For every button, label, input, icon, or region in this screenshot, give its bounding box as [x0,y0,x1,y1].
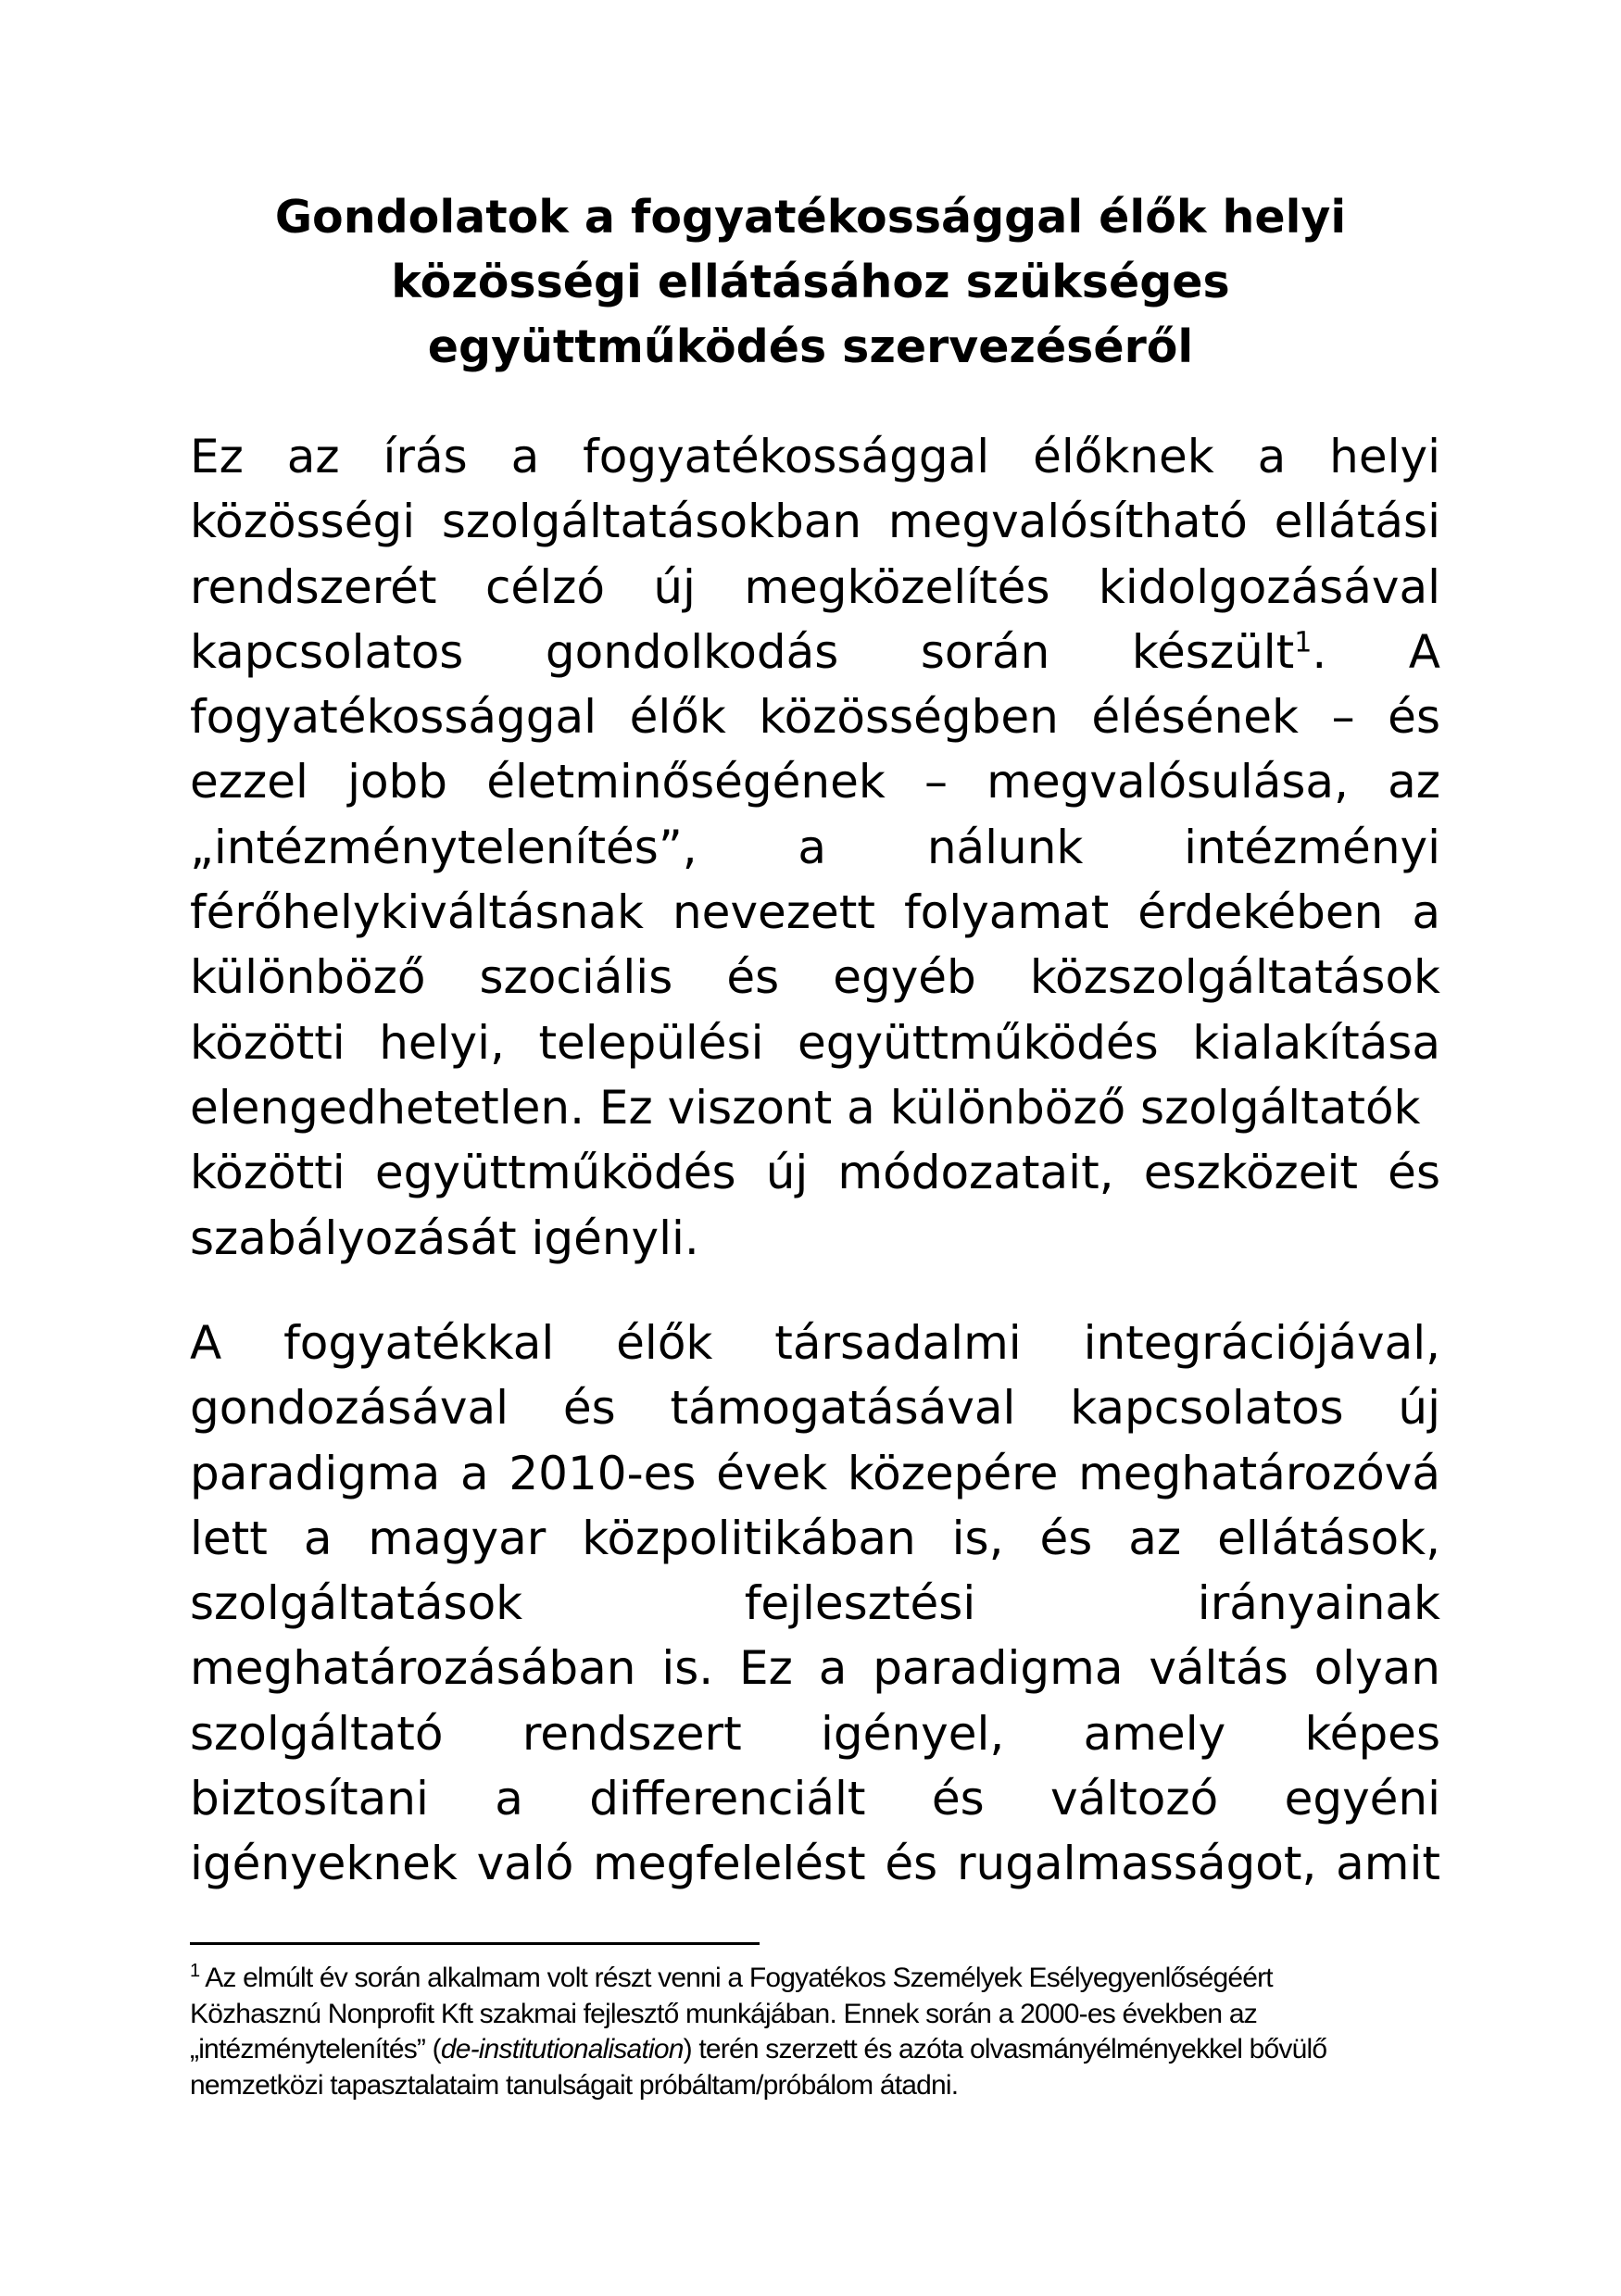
text-line: A fogyatékkal élők társadalmi integrációjával, [190,1316,1440,1370]
footnote-reference[interactable]: 1 [1294,626,1313,659]
text-line: elengedhetetlen. Ez viszont a különböző szolgáltatók [190,1080,1421,1135]
footnote-text: ) terén szerzett és azóta olvasmányélményekkel bővülő [683,2034,1327,2064]
title-line: közösségi ellátásához szükséges [391,256,1230,308]
paragraph-paradigm [190,1311,1440,1897]
text-line: különböző szociális és egyéb közszolgáltatások [190,950,1440,1005]
text-line: paradigma a 2010-es évek közepére meghatározóvá [190,1446,1440,1500]
text-line: szolgáltató rendszert igényel, amely képes [190,1706,1440,1761]
page-title [190,185,1431,380]
text-line: rendszerét célzó új megközelítés kidolgozásával [190,559,1440,614]
text-line: „intézménytelenítés”, a nálunk intézményi [190,820,1440,874]
text-line: ezzel jobb életminőségének – megvalósulása, az [190,755,1440,809]
footnote-line [190,2032,1440,2068]
title-line: együttműködés szervezéséről [427,320,1194,373]
text-line: lett a magyar közpolitikában is, és az ellátások, [190,1511,1440,1565]
text-line: közötti helyi, települési együttműködés kialakítása [190,1015,1440,1070]
footnote-separator [190,1942,760,1945]
footnote [190,1961,1440,2103]
text-line: gondozásával és támogatásával kapcsolatos új [190,1381,1440,1436]
text-line-with-footnote [190,620,1440,684]
text-line: meghatározásában is. Ez a paradigma váltás olyan [190,1641,1440,1696]
footnote-text: „intézménytelenítés” ( [190,2034,441,2064]
text-line: szabályozását igényli. [190,1211,699,1265]
footnote-marker: 1 [190,1961,200,1981]
text-line: szolgáltatások fejlesztési irányainak [190,1576,1440,1631]
title-line: Gondolatok a fogyatékossággal élők helyi [274,191,1347,244]
text-line: Ez az írás a fogyatékossággal élőknek a helyi [190,430,1440,483]
text-fragment: . A [1312,624,1440,679]
paragraph-intro [190,424,1440,1271]
text-line: biztosítani a differenciált és változó egyéni [190,1772,1440,1826]
text-line: férőhelykiváltásnak nevezett folyamat érdekében a [190,885,1440,940]
footnote-line [190,1961,1440,1997]
text-line: fogyatékossággal élők közösségben élésének – és [190,690,1440,745]
footnote-text: Az elmúlt év során alkalmam volt részt venni a Fogyatékos Személyek Esélyegyenlőségéért [199,1963,1273,1993]
text-line: közötti együttműködés új módozatait, eszközeit és [190,1146,1440,1200]
footnote-line: Közhasznú Nonprofit Kft szakmai fejlesztő munkájában. Ennek során a 2000-es években az [190,1998,1257,2029]
footnote-line: nemzetközi tapasztalataim tanulságait próbáltam/próbálom átadni. [190,2069,959,2101]
text-fragment: kapcsolatos gondolkodás során készült [190,624,1295,679]
footnote-term-italic: de-institutionalisation [440,2034,684,2064]
text-line: közösségi szolgáltatásokban megvalósítható ellátási [190,495,1440,549]
text-line: igényeknek való megfelelést és rugalmasságot, amit [190,1837,1440,1891]
